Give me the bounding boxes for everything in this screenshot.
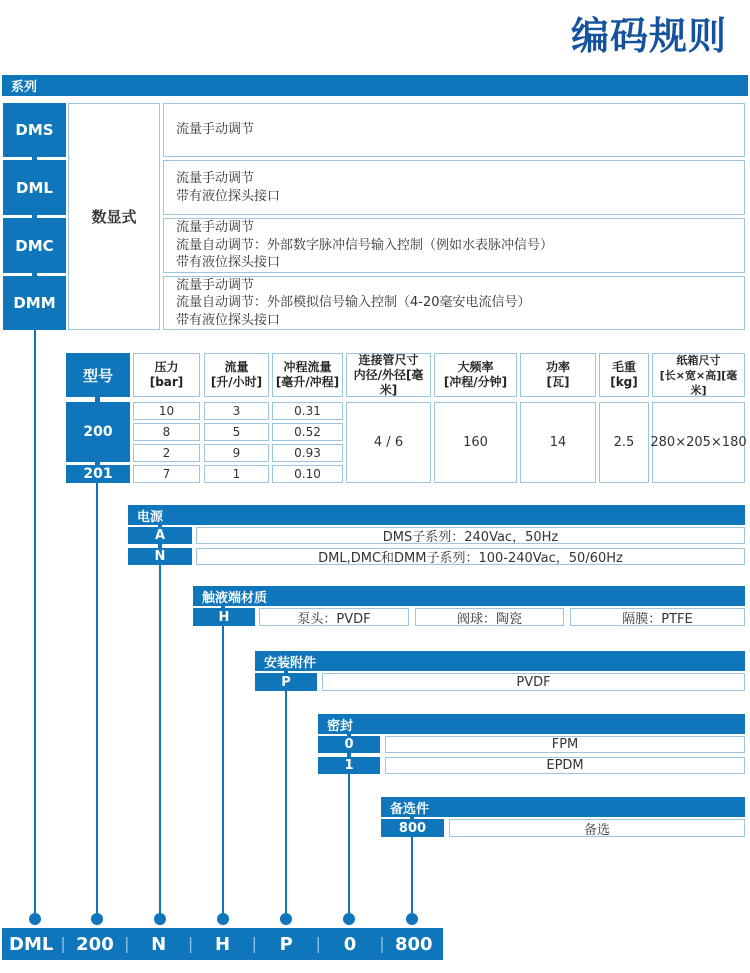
table-cell: 7	[133, 465, 200, 483]
wetted-value-ball: 阀球：陶瓷	[415, 608, 564, 626]
series-desc-dmc	[163, 218, 745, 273]
power-key-a: A	[128, 527, 192, 544]
desc-line: 带有液位探头接口	[176, 255, 281, 271]
series-desc-dmm	[163, 276, 745, 330]
connector-dot	[280, 913, 292, 925]
col-line: 毛重	[611, 360, 636, 374]
col-line: 大频率	[457, 360, 494, 374]
connector-line-wetted	[222, 626, 224, 916]
code-separator: |	[251, 933, 258, 953]
table-cell: 8	[133, 423, 200, 441]
code-segment-wetted: H	[214, 933, 231, 955]
example-code-bar	[2, 928, 443, 960]
desc-line: 带有液位探头接口	[176, 188, 281, 204]
model-header-box: 型号	[66, 353, 130, 397]
seal-value-1: EPDM	[385, 757, 745, 774]
series-header-bar: 系列	[2, 75, 748, 96]
connector-line-seal	[348, 774, 350, 916]
table-cell: 0.10	[272, 465, 343, 483]
col-header-weight	[599, 353, 649, 397]
desc-line: 流量手动调节	[176, 277, 255, 293]
code-separator: |	[379, 933, 385, 953]
merged-cell-power: 14	[520, 402, 596, 483]
col-line: 流量	[224, 360, 249, 374]
connector-dot	[154, 913, 166, 925]
merged-cell-pipe: 4 / 6	[346, 402, 431, 483]
series-desc-dms	[163, 103, 745, 157]
connector-line-mount	[285, 691, 287, 916]
col-line: [kg]	[610, 375, 638, 389]
col-line: [毫升/冲程]	[275, 375, 340, 389]
display-type-cell: 数显式	[68, 103, 160, 330]
table-cell: 10	[133, 402, 200, 420]
connector-stub	[32, 157, 37, 160]
model-box-201: 201	[66, 465, 130, 483]
code-separator: |	[60, 933, 66, 953]
desc-line: 流量手动调节	[176, 171, 255, 186]
wetted-key-h: H	[193, 608, 255, 626]
col-header-pipe	[346, 353, 431, 397]
series-key-dml: DML	[3, 160, 66, 215]
series-key-dmc: DMC	[3, 218, 66, 273]
code-segment-option: 800	[394, 933, 433, 955]
col-line: 压力	[154, 360, 179, 374]
mount-header-bar: 安装附件	[255, 651, 745, 671]
merged-cell-weight: 2.5	[599, 402, 649, 483]
col-line: 连接管尺寸	[358, 352, 419, 367]
desc-line: 带有液位探头接口	[176, 312, 281, 328]
model-box-200: 200	[66, 402, 130, 462]
col-line: [长×宽×高][毫米]	[659, 368, 738, 397]
power-value-n: DML,DMC和DMM子系列：100-240Vac，50/60Hz	[196, 548, 745, 565]
code-segment-model: 200	[76, 933, 114, 955]
connector-line-model	[96, 483, 98, 916]
desc-line: 流量手动调节	[176, 220, 255, 236]
code-separator: |	[187, 933, 194, 953]
code-segment-series: DML	[9, 933, 54, 955]
desc-line: 流量自动调节：外部模拟信号输入控制（4-20毫安电流信号）	[176, 295, 531, 311]
col-line: 功率	[545, 360, 570, 374]
desc-line: 流量手动调节	[176, 122, 255, 138]
connector-dot	[91, 913, 103, 925]
table-cell: 5	[204, 423, 269, 441]
connector-dot	[406, 913, 418, 925]
col-line: 内径/外径[毫米]	[353, 367, 424, 397]
table-cell: 1	[204, 465, 269, 483]
table-cell: 2	[133, 444, 200, 462]
mount-value: PVDF	[322, 673, 745, 691]
table-cell: 9	[204, 444, 269, 462]
power-key-n: N	[128, 548, 192, 565]
seal-header-bar: 密封	[318, 714, 745, 734]
col-header-stroke	[272, 353, 343, 397]
code-segment-seal: 0	[343, 933, 357, 955]
col-header-pressure	[133, 353, 200, 397]
col-line: [瓦]	[546, 375, 570, 389]
wetted-value-diaphragm: 隔膜：PTFE	[570, 608, 745, 626]
series-key-dms: DMS	[3, 103, 66, 157]
connector-line-power	[159, 565, 161, 916]
connector-stub	[32, 215, 37, 218]
connector-dot	[29, 913, 41, 925]
col-header-power	[520, 353, 596, 397]
option-value: 备选	[449, 819, 745, 837]
col-line: 纸箱尺寸	[676, 353, 721, 367]
connector-dot	[217, 913, 229, 925]
connector-line-option	[411, 837, 413, 916]
col-line: [升/小时]	[210, 375, 263, 389]
merged-cell-freq: 160	[434, 402, 517, 483]
seal-value-0: FPM	[385, 736, 745, 753]
col-line: [冲程/分钟]	[443, 375, 508, 389]
table-cell: 0.52	[272, 423, 343, 441]
seal-key-0: 0	[318, 736, 380, 753]
connector-stub	[32, 273, 37, 276]
connector-line-series	[34, 330, 36, 916]
wetted-header-bar: 触液端材质	[193, 586, 745, 606]
series-desc-dml	[163, 160, 745, 215]
code-segment-mount: P	[279, 933, 293, 955]
seal-key-1: 1	[318, 757, 380, 774]
option-header-bar: 备选件	[381, 797, 745, 817]
code-separator: |	[124, 933, 130, 953]
col-header-carton	[652, 353, 745, 397]
table-cell: 0.93	[272, 444, 343, 462]
page-title: 编码规则	[570, 14, 727, 58]
power-header-bar: 电源	[128, 505, 745, 525]
code-segment-power: N	[151, 933, 167, 955]
desc-line: 流量自动调节：外部数字脉冲信号输入控制（例如水表脉冲信号）	[176, 237, 554, 253]
col-header-flow	[204, 353, 269, 397]
option-key-800: 800	[381, 819, 444, 837]
table-cell: 3	[204, 402, 269, 420]
code-separator: |	[315, 933, 321, 953]
table-cell: 0.31	[272, 402, 343, 420]
merged-cell-carton: 280×205×180	[652, 402, 745, 483]
series-key-dmm: DMM	[3, 276, 66, 330]
mount-key-p: P	[255, 673, 317, 691]
power-value-a: DMS子系列：240Vac，50Hz	[196, 527, 745, 544]
col-line: [bar]	[149, 375, 184, 389]
col-line: 冲程流量	[283, 360, 332, 374]
col-header-freq	[434, 353, 517, 397]
wetted-value-head: 泵头：PVDF	[259, 608, 409, 626]
connector-dot	[343, 913, 355, 925]
